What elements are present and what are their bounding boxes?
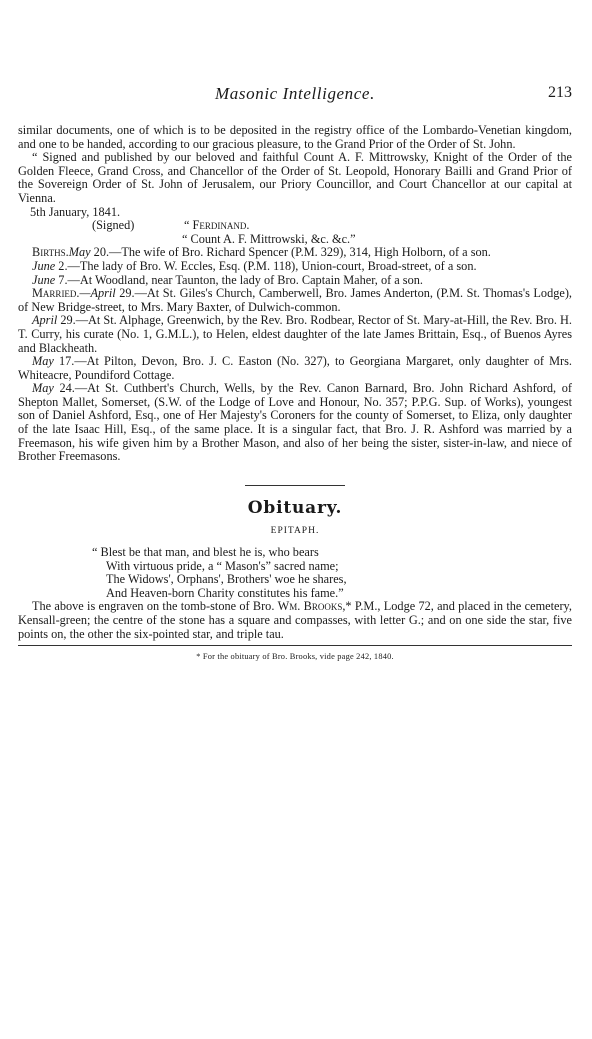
footnote: * For the obituary of Bro. Brooks, vide page 242, 1840.	[196, 652, 394, 662]
married-date: —April	[79, 286, 116, 301]
marriage-may-24-date: May	[32, 381, 54, 396]
obituary-text-after: * P.M., Lodge 72, and placed in the cemetery, Kensall-green; the centre of the stone has a square and compasses, with letter G.; and on one side the star, five points on, the other the six-pointed star, and triple tau.	[18, 599, 572, 641]
obituary-name: Wm. Brooks,	[277, 599, 346, 614]
signature-line	[18, 219, 572, 233]
birth-june-2-entry	[18, 260, 572, 274]
birth-june-2-date: June	[32, 258, 56, 273]
marriage-may-17-text: 17.—At Pilton, Devon, Bro. J. C. Easton (No. 327), to Georgiana Margaret, only daughter of Mrs. Whiteacre, Poundiford Cottage.	[18, 354, 572, 382]
poem-line: And Heaven-born Charity constitutes his fame.”	[106, 585, 344, 600]
obituary-text-before: The above is engraven on the tomb-stone of Bro.	[32, 599, 278, 614]
marriage-may-17-entry	[18, 355, 572, 382]
decree-date: 5th January, 1841.	[30, 204, 121, 219]
birth-june-7-text: 7.—At Woodland, near Taunton, the lady of Bro. Captain Maher, of a son.	[55, 272, 423, 287]
births-date: May	[68, 245, 91, 260]
marriage-april-29-date: April	[32, 313, 58, 328]
epitaph-poem	[18, 546, 572, 600]
births-text: 20.—The wife of Bro. Richard Spencer (P.M. 329), 314, High Holborn, of a son.	[90, 245, 491, 260]
paragraph-continuation: similar documents, one of which is to be deposited in the registry office of the Lombardo-Venetian kingdom, and one to be handed, according to our gracious pleasure, to the Grand Prior of the Order of St. John.	[18, 123, 572, 151]
section-divider	[245, 485, 345, 486]
married-label: Married.	[32, 286, 80, 301]
married-text: 29.—At St. Giles's Church, Camberwell, Bro. James Anderton, (P.M. St. Thomas's Lodge), of New Bridge-street, to Mrs. Mary Baxter, of Dulwich-common.	[18, 286, 572, 314]
marriage-may-24-entry	[18, 382, 572, 464]
obituary-heading: Obituary.	[247, 497, 343, 518]
birth-june-7-entry	[18, 274, 572, 288]
obituary-paragraph	[18, 600, 572, 641]
article-body	[18, 124, 572, 664]
birth-june-2-text: 2.—The lady of Bro. W. Eccles, Esq. (P.M. 118), Union-court, Broad-street, of a son.	[55, 258, 477, 273]
marriage-may-24-text: 24.—At St. Cuthbert's Church, Wells, by the Rev. Canon Barnard, Bro. John Richard Ashford, of Shepton Mallet, Somerset, (S.W. of the Lodge of Love and Honour, No. 357; P.P.G. Sup. of Works), youngest son of Daniel Ashford, Esq., one of Her Majesty's Coroners for the county of Somerset, to Eliza, only daughter of the late Isaac Hill, Esq., of the same place. It is a singular fact, that Bro. J. R. Ashford was married by a Freemason, his wife given him by a Brother Mason, and also of her being the sister, sister-in-law, and niece of Brother Freemasons.	[18, 381, 572, 464]
page-header	[18, 84, 572, 106]
births-label: Births.	[32, 245, 69, 260]
poem-line: “ Blest be that man, and blest he is, who bears	[92, 545, 319, 560]
running-title: Masonic Intelligence.	[215, 84, 375, 103]
signed-label: (Signed)	[92, 218, 135, 233]
poem-line: The Widows', Orphans', Brothers' woe he shares,	[106, 572, 347, 587]
page-number: 213	[548, 84, 572, 101]
married-entry	[18, 287, 572, 314]
epitaph-heading: EPITAPH.	[270, 526, 320, 537]
marriage-april-29-text: 29.—At St. Alphage, Greenwich, by the Rev. Bro. Rodbear, Rector of St. Mary-at-Hill, the Rev. Bro. H. T. Curry, his curate (No. 1, G.M.L.), to Helen, eldest daughter of the late James Brittain, Esq., of Buenos Ayres and Blackheath.	[18, 313, 572, 355]
births-entry	[18, 246, 572, 260]
footnote-rule	[18, 645, 572, 646]
paragraph-signed-published: “ Signed and published by our beloved and faithful Count A. F. Mittrowsky, Knight of the Order of the Golden Fleece, Grand Cross, and Chancellor of the Order of St. Leopold, Honorary Bailli and Grand Prior of the Sovereign Order of St. John of Jerusalem, our Priory Councillor, and Court Chancellor at our capital at Vienna.	[18, 150, 572, 205]
poem-line: With virtuous pride, a “ Mason's” sacred name;	[106, 558, 339, 573]
signatory-mittrowski: “ Count A. F. Mittrowski, &c. &c.”	[182, 231, 356, 246]
marriage-april-29-entry	[18, 314, 572, 355]
signatory-ferdinand: “ Ferdinand.	[184, 218, 250, 233]
birth-june-7-date: June	[32, 272, 56, 287]
marriage-may-17-date: May	[32, 354, 54, 369]
